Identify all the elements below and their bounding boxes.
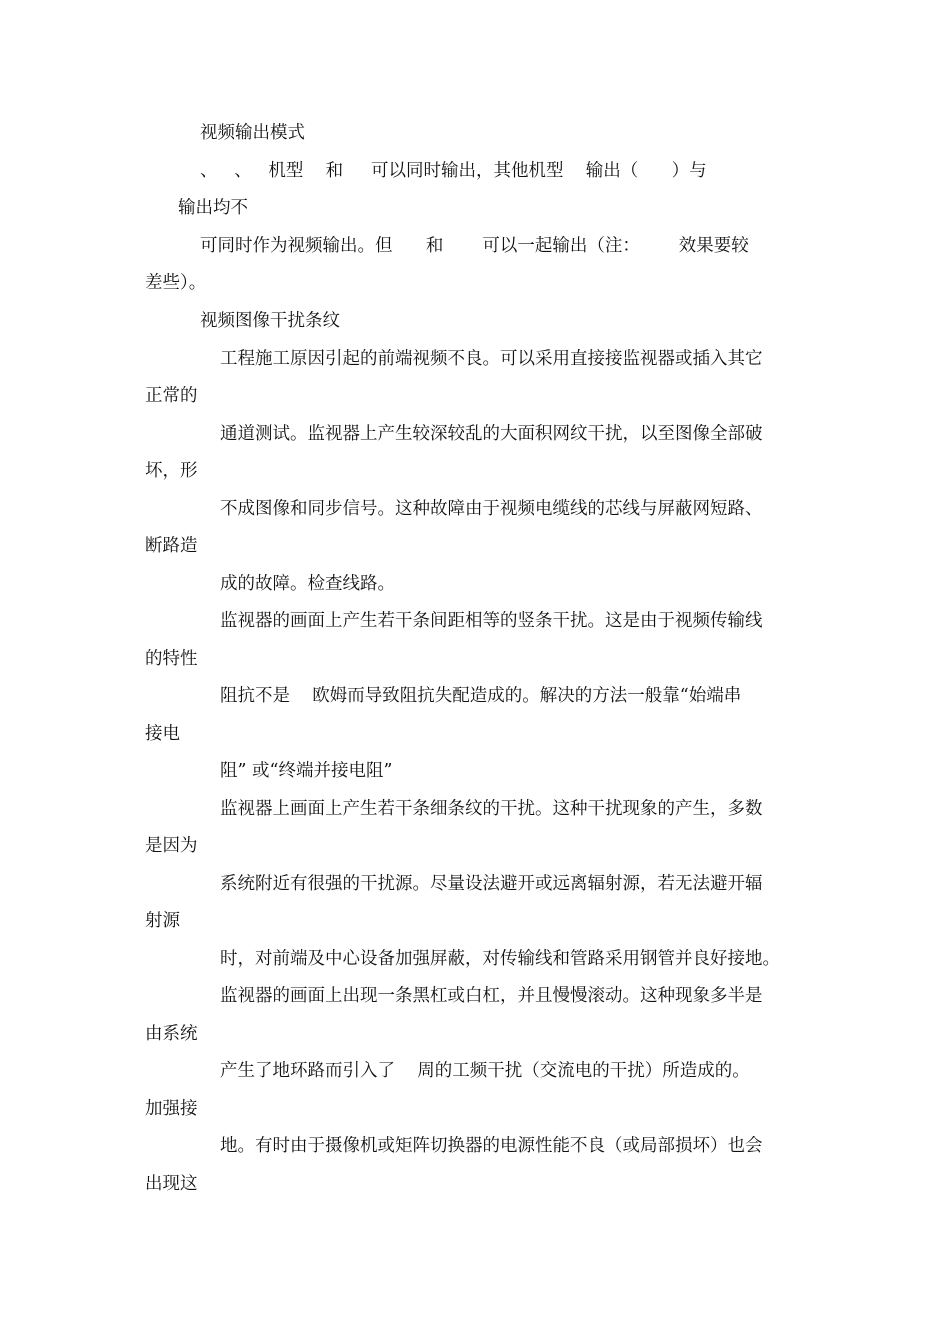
section-heading-output-mode: 视频输出模式 [200,123,305,143]
section-heading-interference: 视频图像干扰条纹 [200,311,340,331]
output-line-4: 差些）。 [145,273,207,293]
paragraph-line-wrap: 是因为 [145,836,198,856]
output-line-3: 可同时作为视频输出。但 和 可以一起输出（注： 效果要较 [200,236,749,256]
paragraph-line-wrap: 坏，形 [145,461,198,481]
paragraph-line: 时，对前端及中心设备加强屏蔽，对传输线和管路采用钢管并良好接地。 [220,949,780,969]
paragraph-line: 监视器的画面上产生若干条间距相等的竖条干扰。这是由于视频传输线 [220,611,763,631]
paragraph-line: 通道测试。监视器上产生较深较乱的大面积网纹干扰，以至图像全部破 [220,424,763,444]
paragraph-line-wrap: 加强接 [145,1099,198,1119]
paragraph-line-wrap: 断路造 [145,536,198,556]
paragraph-line-wrap: 接电 [145,724,180,744]
paragraph-line: 不成图像和同步信号。这种故障由于视频电缆线的芯线与屏蔽网短路、 [220,499,763,519]
paragraph-line-wrap: 正常的 [145,386,198,406]
paragraph-line: 系统附近有很强的干扰源。尽量设法避开或远离辐射源，若无法避开辐 [220,874,763,894]
paragraph-line-wrap: 的特性 [145,649,198,669]
output-line-2: 输出均不 [178,198,248,218]
paragraph-line-wrap: 出现这 [145,1174,198,1194]
paragraph-line-wrap: 由系统 [145,1024,198,1044]
paragraph-line: 成的故障。检查线路。 [220,574,395,594]
paragraph-line: 工程施工原因引起的前端视频不良。可以采用直接接监视器或插入其它 [220,349,763,369]
paragraph-line: 阻” 或“终端并接电阻” [220,761,393,781]
paragraph-line-wrap: 射源 [145,911,180,931]
paragraph-line: 产生了地环路而引入了 周的工频干扰（交流电的干扰）所造成的。 [220,1061,750,1081]
paragraph-line: 地。有时由于摄像机或矩阵切换器的电源性能不良（或局部损坏）也会 [220,1136,763,1156]
output-line-1: 、 、 机型 和 可以同时输出，其他机型 输出（ ）与 [200,161,707,181]
paragraph-line: 监视器上画面上产生若干条细条纹的干扰。这种干扰现象的产生，多数 [220,799,763,819]
paragraph-line: 阻抗不是 欧姆而导致阻抗失配造成的。解决的方法一般靠“始端串 [220,686,742,706]
paragraph-line: 监视器的画面上出现一条黑杠或白杠，并且慢慢滚动。这种现象多半是 [220,986,763,1006]
